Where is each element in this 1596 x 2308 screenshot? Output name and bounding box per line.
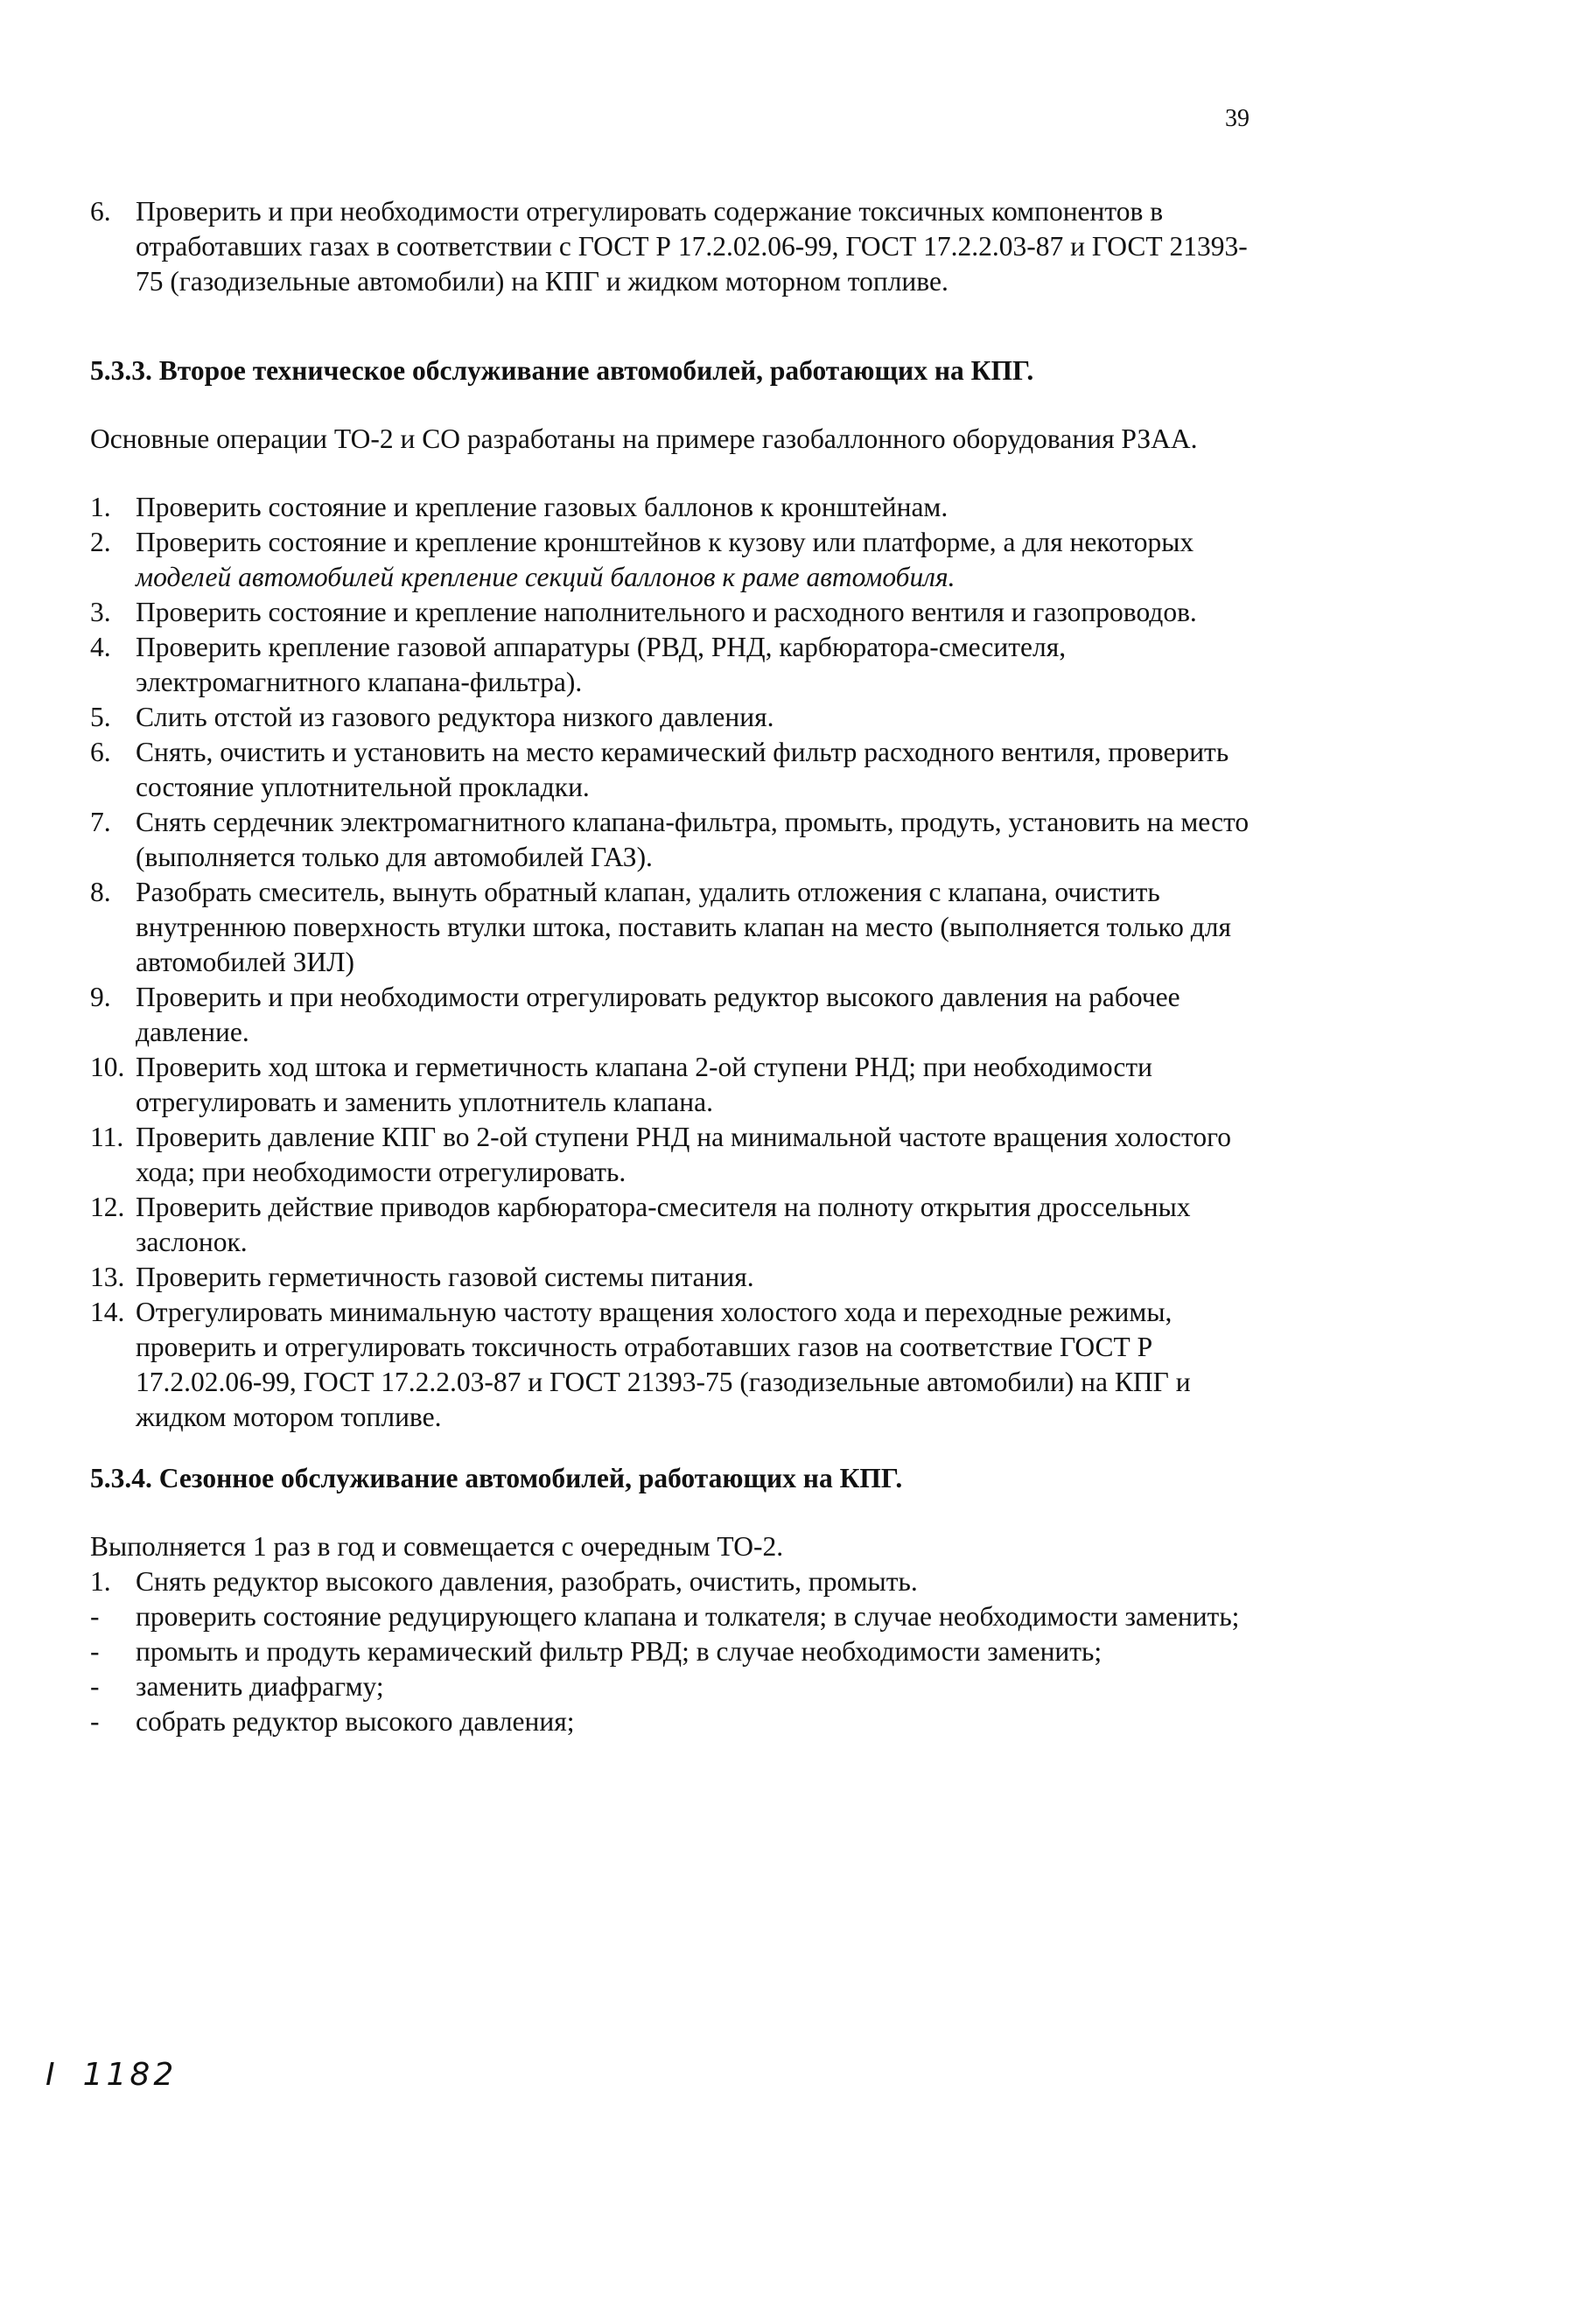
list-text: Проверить действие приводов карбюратора-смесителя на полноту открытия дроссельных заслонок. bbox=[136, 1192, 1191, 1257]
list-number: 5. bbox=[90, 702, 111, 732]
list-number: 4. bbox=[90, 632, 111, 662]
list-number: 10. bbox=[90, 1052, 125, 1082]
footer-code: 1182 bbox=[82, 2057, 178, 2093]
list-item bbox=[90, 630, 1254, 700]
list-text: Проверить ход штока и герметичность клапана 2-ой ступени РНД; при необходимости отрегулировать и заменить уплотнитель клапана. bbox=[136, 1052, 1152, 1117]
list-text: Снять, очистить и установить на место керамический фильтр расходного вентиля, проверить состояние уплотнительной прокладки. bbox=[136, 737, 1229, 802]
dash-item bbox=[90, 1634, 1254, 1669]
page-number: 39 bbox=[1225, 105, 1250, 132]
list-item bbox=[90, 875, 1254, 980]
list-number: 6. bbox=[90, 737, 111, 767]
footer-bar: I bbox=[46, 2057, 59, 2093]
list-text: Проверить состояние и крепление кронштейнов к кузову или платформе, а для некоторых bbox=[136, 527, 1194, 557]
dash-mark: - bbox=[90, 1706, 100, 1737]
dash-mark: - bbox=[90, 1636, 100, 1667]
list-text-continuation: моделей автомобилей крепление секций баллонов к раме автомобиля. bbox=[136, 562, 956, 592]
list-item bbox=[90, 805, 1254, 875]
list-text: промыть и продуть керамический фильтр РВД; в случае необходимости заменить; bbox=[136, 1636, 1102, 1667]
list-item bbox=[90, 1564, 1254, 1599]
list-text: Проверить состояние и крепление наполнительного и расходного вентиля и газопроводов. bbox=[136, 597, 1197, 627]
list-text: Проверить и при необходимости отрегулировать содержание токсичных компонентов в отработавших газах в соответствии с ГОСТ Р 17.2.02.06-99, ГОСТ 17.2.2.03-87 и ГОСТ 21393-75 (газодизельные автомобили) на КПГ и жидком моторном топливе. bbox=[136, 196, 1248, 297]
section-heading-534: 5.3.4. Сезонное обслуживание автомобилей, работающих на КПГ. bbox=[90, 1463, 903, 1493]
dash-item bbox=[90, 1704, 1254, 1739]
dash-list-534 bbox=[90, 1599, 1254, 1739]
dash-mark: - bbox=[90, 1671, 100, 1702]
list-number: 14. bbox=[90, 1297, 125, 1327]
document-body bbox=[90, 194, 1254, 1739]
list-text: Снять сердечник электромагнитного клапана-фильтра, промыть, продуть, установить на место (выполняется только для автомобилей ГАЗ). bbox=[136, 807, 1250, 872]
list-text: Проверить герметичность газовой системы питания. bbox=[136, 1262, 754, 1292]
list-item bbox=[90, 1190, 1254, 1260]
list-number: 1. bbox=[90, 1566, 111, 1597]
list-text: заменить диафрагму; bbox=[136, 1671, 384, 1702]
list-number: 6. bbox=[90, 196, 111, 227]
dash-mark: - bbox=[90, 1601, 100, 1632]
section-intro-534: Выполняется 1 раз в год и совмещается с очередным ТО-2. bbox=[90, 1531, 784, 1562]
list-item bbox=[90, 1050, 1254, 1120]
list-number: 9. bbox=[90, 982, 111, 1012]
list-item bbox=[90, 490, 1254, 525]
list-item bbox=[90, 1260, 1254, 1295]
list-text: Проверить состояние и крепление газовых баллонов к кронштейнам. bbox=[136, 492, 948, 522]
list-number: 13. bbox=[90, 1262, 125, 1292]
footer-document-code bbox=[46, 2057, 177, 2093]
list-item bbox=[90, 1295, 1254, 1435]
list-number: 8. bbox=[90, 877, 111, 907]
section-intro-533: Основные операции ТО-2 и СО разработаны на примере газобаллонного оборудования РЗАА. bbox=[90, 423, 1198, 454]
list-item-top-6 bbox=[90, 194, 1254, 299]
list-number: 3. bbox=[90, 597, 111, 627]
list-item bbox=[90, 1120, 1254, 1190]
list-text: Разобрать смеситель, вынуть обратный клапан, удалить отложения с клапана, очистить внутреннюю поверхность втулки штока, поставить клапан на место (выполняется только для автомобилей ЗИЛ) bbox=[136, 877, 1232, 977]
list-text: Проверить и при необходимости отрегулировать редуктор высокого давления на рабочее давление. bbox=[136, 982, 1180, 1047]
list-item bbox=[90, 525, 1254, 595]
list-number: 7. bbox=[90, 807, 111, 837]
list-number: 2. bbox=[90, 527, 111, 557]
list-number: 1. bbox=[90, 492, 111, 522]
list-text: Проверить крепление газовой аппаратуры (РВД, РНД, карбюратора-смесителя, электромагнитного клапана-фильтра). bbox=[136, 632, 1067, 697]
list-item bbox=[90, 700, 1254, 735]
list-text: Снять редуктор высокого давления, разобрать, очистить, промыть. bbox=[136, 1566, 918, 1597]
list-text: проверить состояние редуцирующего клапана и толкателя; в случае необходимости заменить; bbox=[136, 1601, 1240, 1632]
section-heading-533: 5.3.3. Второе техническое обслуживание автомобилей, работающих на КПГ. bbox=[90, 355, 1034, 386]
list-item bbox=[90, 980, 1254, 1050]
operations-list-533 bbox=[90, 490, 1254, 1435]
list-text: Отрегулировать минимальную частоту вращения холостого хода и переходные режимы, проверить и отрегулировать токсичность отработавших газов на соответствие ГОСТ Р 17.2.02.06-99, ГОСТ 17.2.2.03-87 и ГОСТ 21393-75 (газодизельные автомобили) на КПГ и жидком мотором топливе. bbox=[136, 1297, 1191, 1432]
dash-item bbox=[90, 1599, 1254, 1634]
list-text: Слить отстой из газового редуктора низкого давления. bbox=[136, 702, 774, 732]
list-number: 12. bbox=[90, 1192, 125, 1222]
list-text: собрать редуктор высокого давления; bbox=[136, 1706, 575, 1737]
dash-item bbox=[90, 1669, 1254, 1704]
list-number: 11. bbox=[90, 1122, 124, 1152]
list-text: Проверить давление КПГ во 2-ой ступени РНД на минимальной частоте вращения холостого хода; при необходимости отрегулировать. bbox=[136, 1122, 1232, 1187]
list-item bbox=[90, 595, 1254, 630]
list-item bbox=[90, 735, 1254, 805]
